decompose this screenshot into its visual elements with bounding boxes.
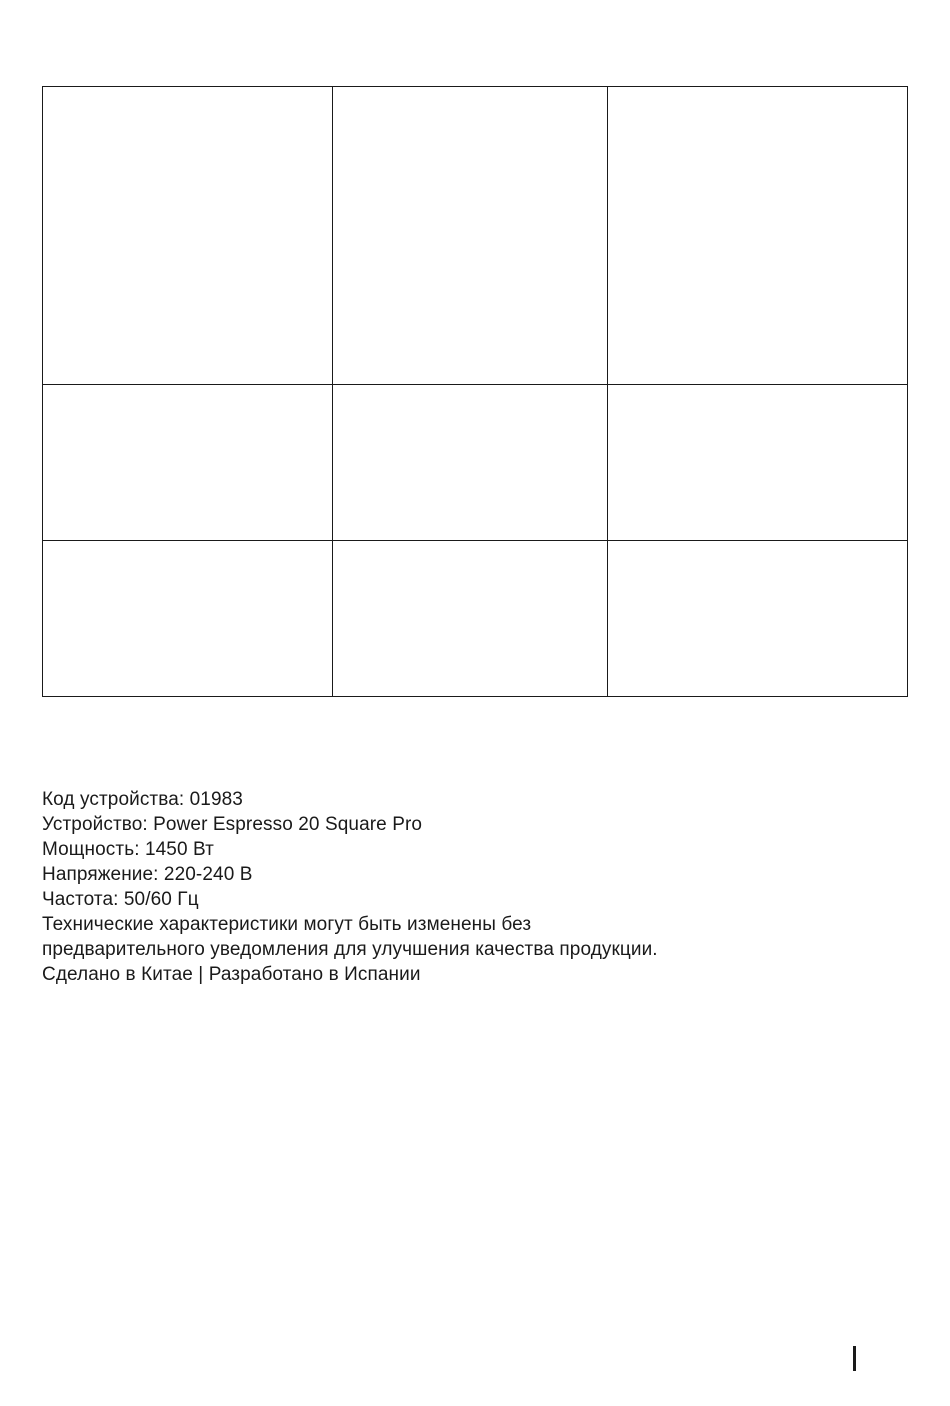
table-cell <box>608 87 908 385</box>
table-cell <box>608 385 908 541</box>
page-marker-bar <box>853 1346 856 1371</box>
technical-specs <box>42 787 802 987</box>
table-cell <box>333 87 608 385</box>
table-cell <box>333 385 608 541</box>
table-cell <box>43 87 333 385</box>
notice-text-line-2: предварительного уведомления для улучшения качества продукции. <box>42 939 658 960</box>
origin-text: Сделано в Китае | Разработано в Испании <box>42 964 421 985</box>
frequency-text: Частота: 50/60 Гц <box>42 889 199 910</box>
power-text: Мощность: 1450 Вт <box>42 839 214 860</box>
voltage-text: Напряжение: 220-240 В <box>42 864 253 885</box>
table-cell <box>43 541 333 697</box>
device-name-text: Устройство: Power Espresso 20 Square Pro <box>42 814 423 835</box>
table-row <box>43 385 908 541</box>
empty-grid-table <box>42 86 908 697</box>
notice-text-line-1: Технические характеристики могут быть изменены без <box>42 914 532 935</box>
table-cell <box>43 385 333 541</box>
table-cell <box>333 541 608 697</box>
table-row <box>43 87 908 385</box>
device-code-text: Код устройства: 01983 <box>42 789 243 810</box>
table-cell <box>608 541 908 697</box>
table-row <box>43 541 908 697</box>
